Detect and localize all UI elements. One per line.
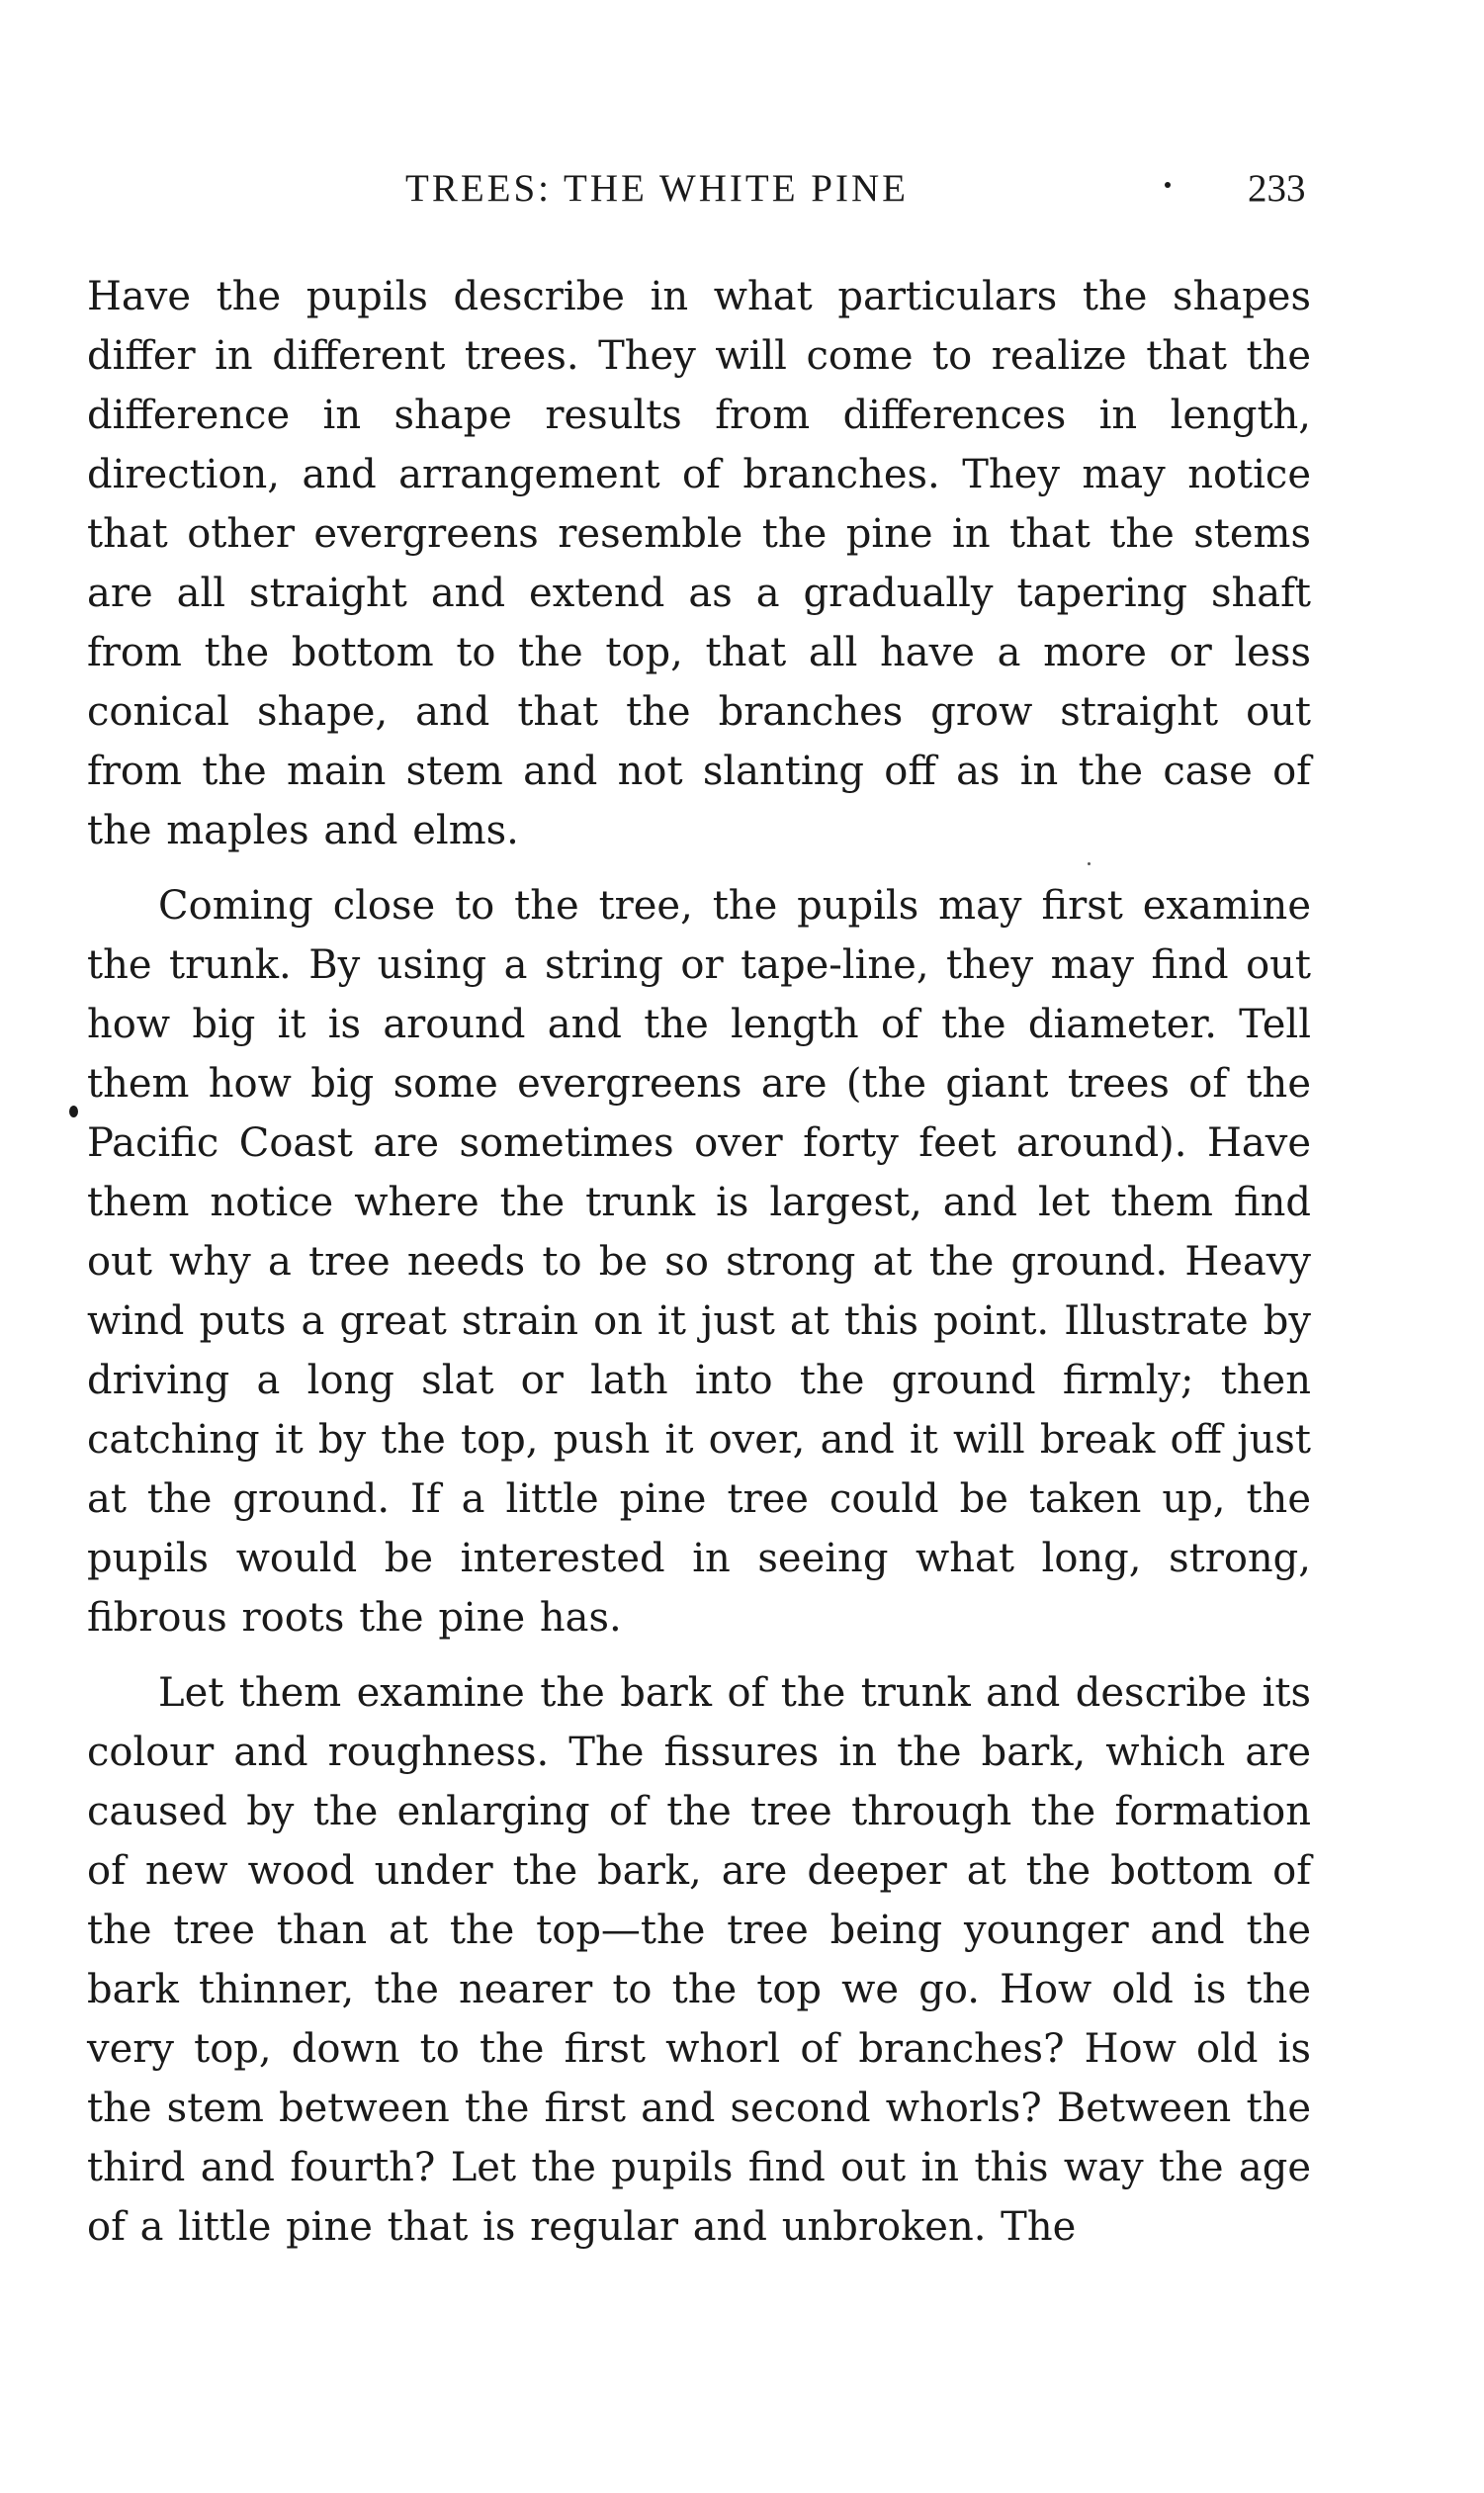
paragraph-trunk: Coming close to the tree, the pupils may first examine the trunk. By using a string or tape-line, they may find out how big it is around and the length of the diameter. Tell them how big some evergreens are (the giant trees of the Pacific Coast are sometimes over forty feet around). Have them notice where the trunk is largest, and let them find out why a tree needs to be so strong at the ground. Heavy wind puts a great strain on it just at this point. Illustrate by driving a long slat or lath into the ground firmly; then catching it by the top, push it over, and it will break off just at the ground. If a little pine tree could be taken up, the pupils would be interested in seeing what long, strong, fibrous roots the pine has. [87, 883, 1311, 1641]
header-dot-mark [1165, 182, 1171, 188]
body-text [87, 267, 1311, 2272]
paragraph-shapes: Have the pupils describe in what particulars the shapes differ in different trees. They will come to realize that the difference in shape results from differences in length, direction, and arrangement of branches. They may notice that other evergreens resemble the pine in that the stems are all straight and extend as a gradually tapering shaft from the bottom to the top, that all have a more or less conical shape, and that the branches grow straight out from the main stem and not slanting off as in the case of the maples and elms. [87, 274, 1311, 853]
running-head [0, 164, 1484, 214]
margin-dot-mark [69, 1106, 78, 1117]
page-number: 233 [1248, 167, 1306, 210]
chapter-title: TREES: THE WHITE PINE [405, 167, 909, 210]
paragraph-bark: Let them examine the bark of the trunk and describe its colour and roughness. The fissures in the bark, which are caused by the enlarging of the tree through the formation of new wood under the bark, are deeper at the bottom of the tree than at the top—the tree being younger and the bark thinner, the nearer to the top we go. How old is the very top, down to the first whorl of branches? How old is the stem between the first and second whorls? Between the third and fourth? Let the pupils find out in this way the age of a little pine that is regular and unbroken. The [87, 1670, 1311, 2250]
